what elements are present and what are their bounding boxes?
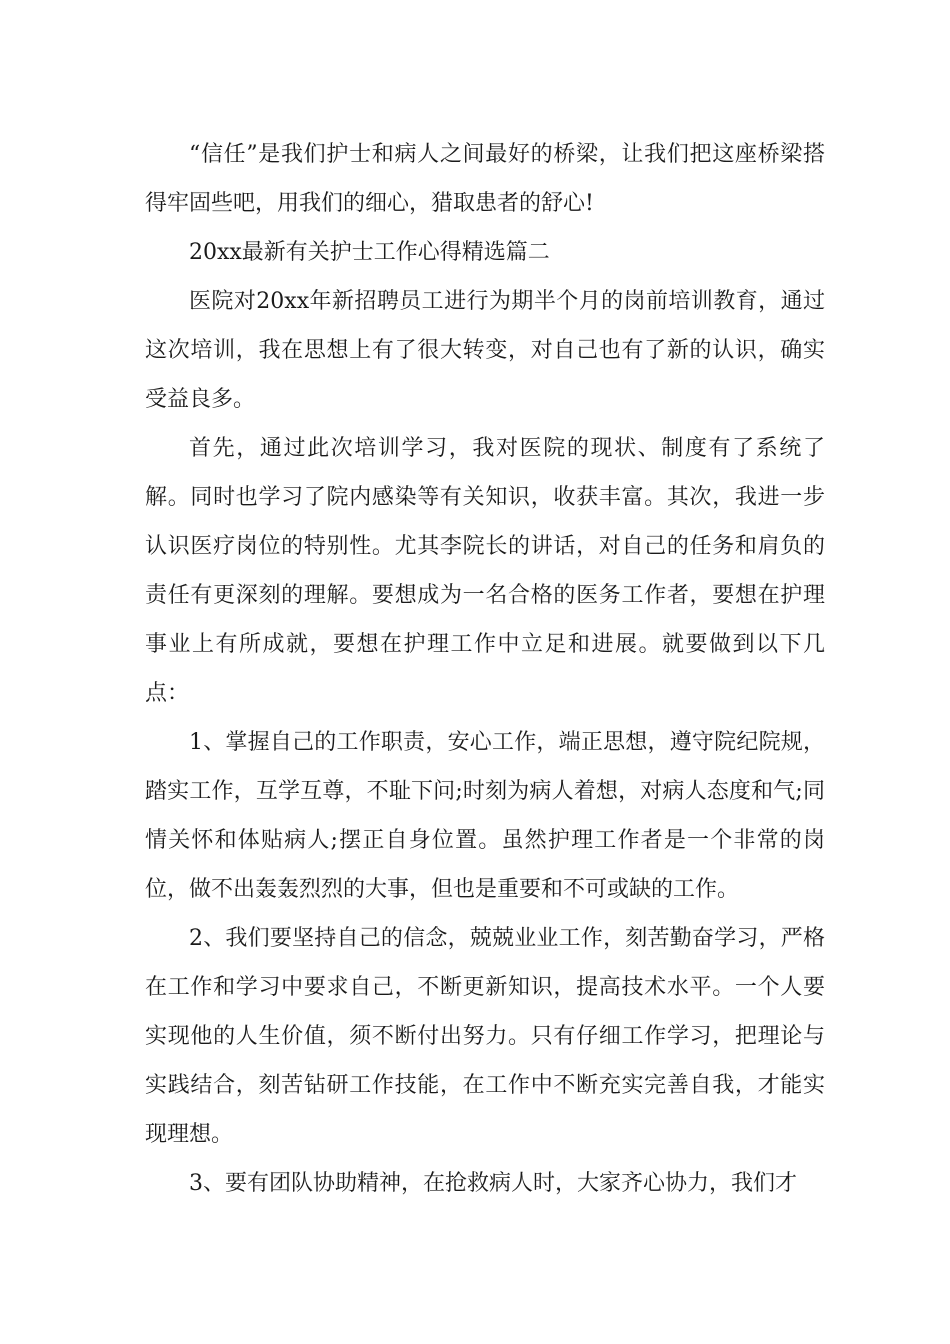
paragraph-item-3: 3、要有团队协助精神，在抢救病人时，大家齐心协力，我们才 xyxy=(189,1171,797,1196)
paragraph-trust: “信任”是我们护士和病人之间最好的桥梁，让我们把这座桥梁搭得牢固些吧，用我们的细心，猎取患者的舒心! xyxy=(145,142,825,216)
paragraph-item-2: 2、我们要坚持自己的信念，兢兢业业工作，刻苦勤奋学习，严格在工作和学习中要求自己，不断更新知识，提高技术水平。一个人要实现他的人生价值，须不断付出努力。只有仔细工作学习，把理论与实践结合，刻苦钻研工作技能，在工作中不断充实完善自我，才能实现理想。 xyxy=(145,926,825,1147)
paragraph-training-intro: 医院对20xx年新招聘员工进行为期半个月的岗前培训教育，通过这次培训，我在思想上有了很大转变，对自己也有了新的认识，确实受益良多。 xyxy=(145,289,825,412)
document-body xyxy=(145,130,825,1208)
paragraph-first-point: 首先，通过此次培训学习，我对医院的现状、制度有了系统了解。同时也学习了院内感染等有关知识，收获丰富。其次，我进一步认识医疗岗位的特别性。尤其李院长的讲话，对自己的任务和肩负的责任有更深刻的理解。要想成为一名合格的医务工作者，要想在护理事业上有所成就，要想在护理工作中立足和进展。就要做到以下几点： xyxy=(145,436,825,706)
paragraph-item-1: 1、掌握自己的工作职责，安心工作，端正思想，遵守院纪院规，踏实工作，互学互尊，不耻下问;时刻为病人着想，对病人态度和气;同情关怀和体贴病人;摆正自身位置。虽然护理工作者是一个非常的岗位，做不出轰轰烈烈的大事，但也是重要和不可或缺的工作。 xyxy=(145,730,825,902)
section-heading: 20xx最新有关护士工作心得精选篇二 xyxy=(189,240,550,265)
